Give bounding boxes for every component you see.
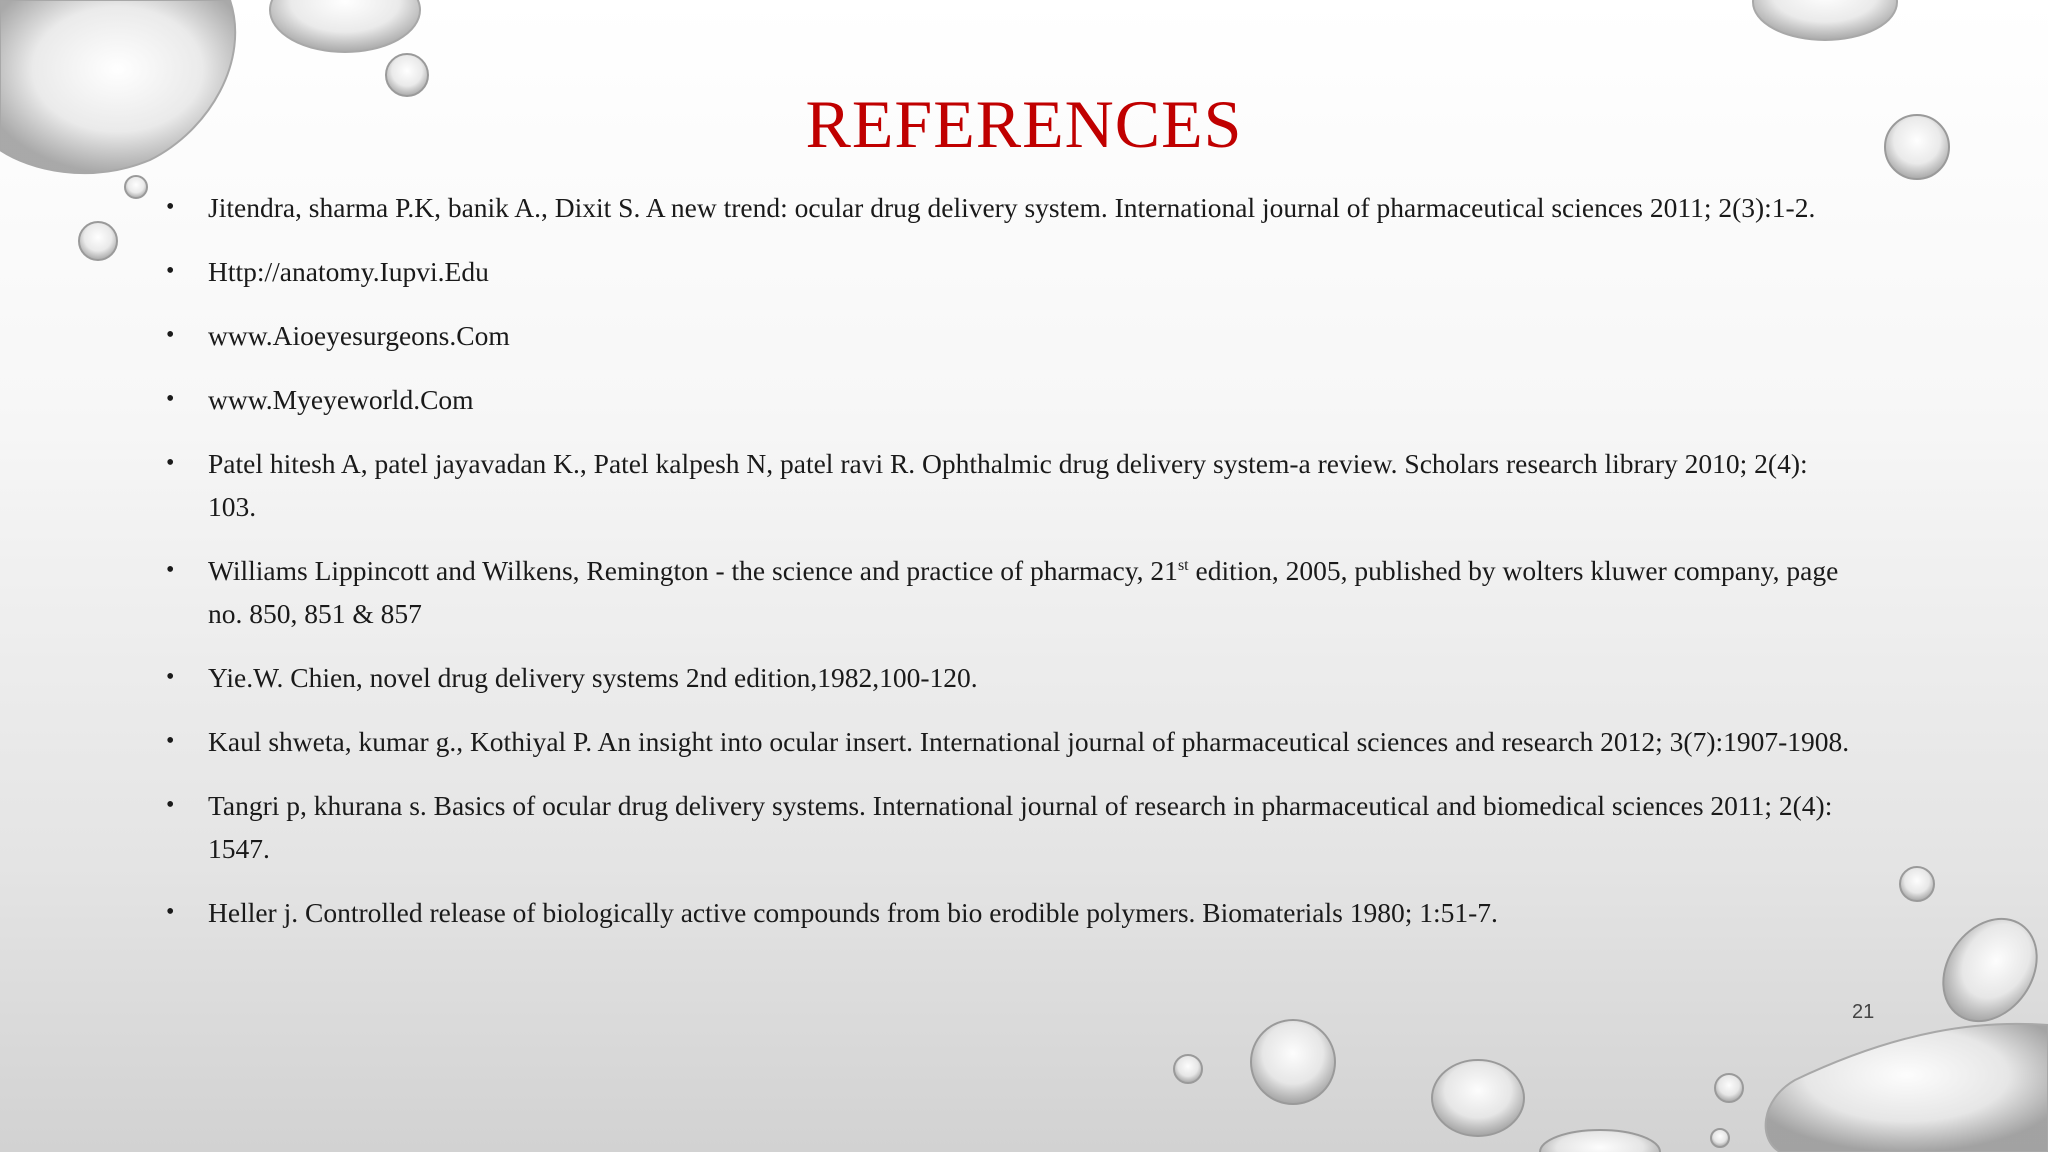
reference-text: Yie.W. Chien, novel drug delivery systems 2nd edition,1982,100-120. — [208, 662, 978, 693]
bullet-icon: • — [166, 792, 175, 818]
water-drop-icon — [270, 0, 420, 52]
list-item — [160, 442, 1860, 528]
bullet-icon: • — [166, 899, 175, 925]
reference-text: www.Aioeyesurgeons.Com — [208, 320, 510, 351]
bullet-icon: • — [166, 450, 175, 476]
water-drop-icon — [1766, 1024, 2048, 1152]
reference-text: Http://anatomy.Iupvi.Edu — [208, 256, 489, 287]
reference-text: www.Myeyeworld.Com — [208, 384, 474, 415]
bullet-icon: • — [166, 258, 175, 284]
list-item — [160, 378, 1860, 421]
bullet-icon: • — [166, 194, 175, 220]
bullet-icon: • — [166, 664, 175, 690]
ordinal-superscript: st — [1177, 556, 1189, 574]
list-item — [160, 656, 1860, 699]
water-drop-icon — [1540, 1130, 1660, 1152]
water-drop-icon — [125, 176, 147, 198]
list-item — [160, 250, 1860, 293]
list-item — [160, 784, 1860, 870]
water-drop-icon — [1753, 0, 1897, 40]
water-drop-icon — [1711, 1129, 1729, 1147]
references-list — [160, 186, 1860, 955]
reference-text: Kaul shweta, kumar g., Kothiyal P. An insight into ocular insert. International journal of pharmaceutical sciences and research 2012; 3(7):1907-1908. — [208, 726, 1850, 757]
water-drop-icon — [1900, 867, 1934, 901]
slide-title: REFERENCES — [805, 86, 1243, 162]
list-item — [160, 891, 1860, 934]
water-drop-icon — [1715, 1074, 1743, 1102]
list-item — [160, 720, 1860, 763]
reference-text-after: edition, 2005, published by wolters kluwer company, page no. 850, 851 & 857 — [208, 555, 1839, 629]
reference-text: Jitendra, sharma P.K, banik A., Dixit S. A new trend: ocular drug delivery system. International journal of pharmaceutical sciences 2011; 2(3):1-2. — [208, 192, 1816, 223]
list-item — [160, 186, 1860, 229]
reference-text: Heller j. Controlled release of biologically active compounds from bio erodible polymers. Biomaterials 1980; 1:51-7. — [208, 897, 1498, 928]
water-drop-icon — [79, 222, 117, 260]
page-number: 21 — [1852, 1001, 1875, 1023]
water-drop-icon — [1432, 1060, 1524, 1136]
water-drop-icon — [1251, 1020, 1335, 1104]
bullet-icon: • — [166, 728, 175, 754]
reference-text: Patel hitesh A, patel jayavadan K., Patel kalpesh N, patel ravi R. Ophthalmic drug delivery system-a review. Scholars research library 2010; 2(4): 103. — [208, 448, 1808, 522]
list-item — [160, 314, 1860, 357]
water-drop-icon — [1924, 901, 2048, 1039]
reference-text-before: Williams Lippincott and Wilkens, Remington - the science and practice of pharmacy, 21 — [208, 555, 1178, 586]
bullet-icon: • — [166, 557, 175, 583]
water-drop-icon — [1174, 1055, 1202, 1083]
bullet-icon: • — [166, 386, 175, 412]
bullet-icon: • — [166, 322, 175, 348]
reference-text: Tangri p, khurana s. Basics of ocular drug delivery systems. International journal of research in pharmaceutical and biomedical sciences 2011; 2(4): 1547. — [208, 790, 1833, 864]
list-item — [160, 549, 1860, 635]
